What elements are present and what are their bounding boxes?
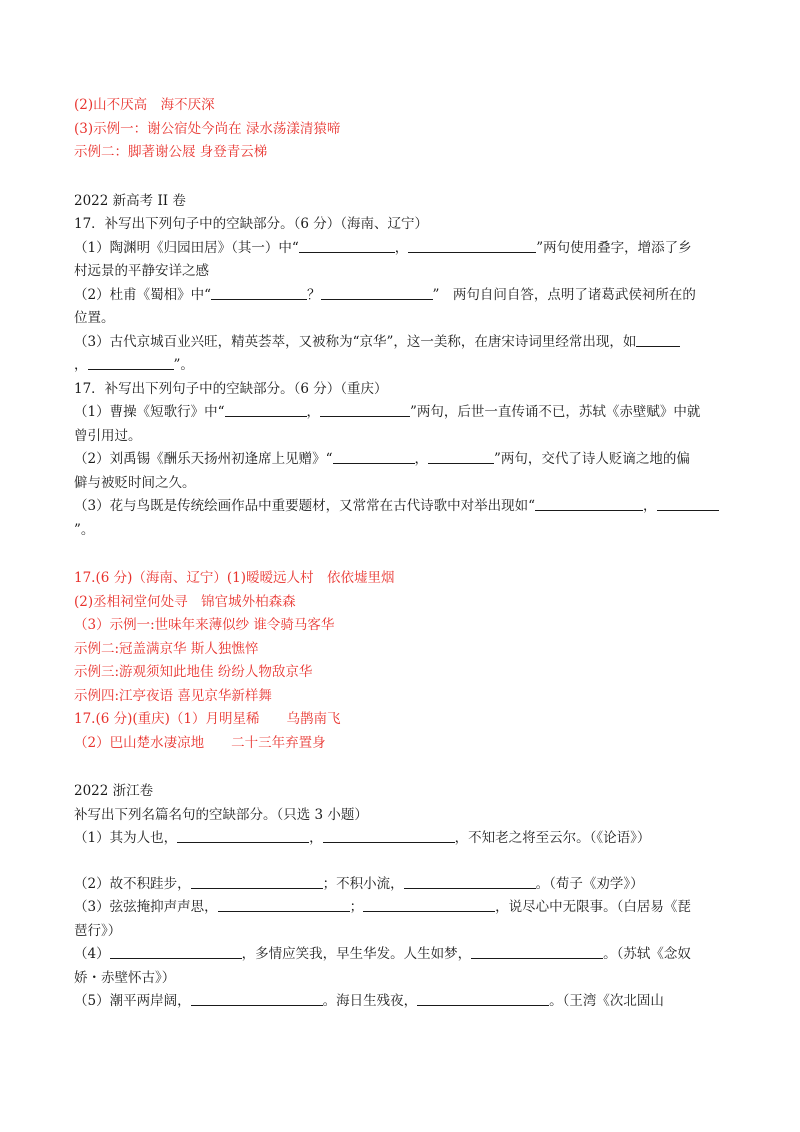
question-item-cont: 僻与被贬时间之久。 xyxy=(74,474,196,491)
answer-line: 示例三:游观须知此地佳 纷纷人物敌京华 xyxy=(74,664,313,680)
answer-blank[interactable] xyxy=(299,238,395,253)
answer-blank[interactable] xyxy=(417,991,549,1006)
question-item: （5）潮平两岸阔， 。海日生残夜， 。（王湾《次北固山 xyxy=(74,993,664,1009)
answer-blank[interactable] xyxy=(177,828,309,843)
answer-blank[interactable] xyxy=(408,238,536,253)
answer-line: 17.(6 分)（海南、辽宁）(1)暧暧远人村 依依墟里烟 xyxy=(74,570,395,586)
answer-blank[interactable] xyxy=(211,285,307,300)
question-item: （3）花与鸟既是传统绘画作品中重要题材，又常常在古代诗歌中对举出现如“ ， xyxy=(74,495,754,519)
answer-line: 示例四:江亭夜语 喜见京华新样舞 xyxy=(74,687,272,704)
question-item: （1）曹操《短歌行》中“ ， ”两句，后世一直传诵不已，苏轼《赤壁赋》中就 xyxy=(74,404,701,420)
question-title: 17．补写出下列句子中的空缺部分。（6 分）（海南、辽宁） xyxy=(74,216,429,232)
question-item-cont: 村远景的平静安详之感 xyxy=(74,263,209,279)
question-item-cont: 琶行》） xyxy=(74,922,122,939)
question-item-cont: ， ”。 xyxy=(74,357,194,373)
question-item: （3）古代京城百业兴旺，精英荟萃，又被称为“京华”，这一美称，在唐宋诗词里经常出现，如 xyxy=(74,331,754,355)
question-item-cont: ”。 xyxy=(74,521,95,538)
answer-line: （3）示例一:世味年来薄似纱 谁令骑马客华 xyxy=(74,617,335,633)
section-heading: 2022 新高考 II 卷 xyxy=(74,192,186,209)
question-item-cont: 位置。 xyxy=(74,310,115,326)
answer-line: (2)山不厌高 海不厌深 xyxy=(74,97,215,113)
question-item-cont: 娇・赤壁怀古》） xyxy=(74,969,176,986)
answer-blank[interactable] xyxy=(428,449,494,464)
answer-blank[interactable] xyxy=(333,449,415,464)
answer-line: （2）巴山楚水凄凉地 二十三年弃置身 xyxy=(74,734,326,751)
answer-blank[interactable] xyxy=(535,496,643,511)
question-item: （3）弦弦掩抑声声思， ； ，说尽心中无限事。（白居易《琵 xyxy=(74,899,691,915)
answer-blank[interactable] xyxy=(363,897,495,912)
answer-blank[interactable] xyxy=(320,402,410,417)
answer-line: 17.(6 分)(重庆)（1）月明星稀 乌鹊南飞 xyxy=(74,711,341,727)
answer-blank[interactable] xyxy=(404,874,536,889)
question-item: （2）杜甫《蜀相》中“ ？ ” 两句自问自答，点明了诸葛武侯祠所在的 xyxy=(74,286,696,303)
question-item: （1）其为人也， ， ，不知老之将至云尔。（《论语》） xyxy=(74,830,651,846)
answer-block xyxy=(74,567,754,755)
answer-blank[interactable] xyxy=(636,332,680,347)
answer-blank[interactable] xyxy=(218,897,350,912)
answer-blank[interactable] xyxy=(471,944,603,959)
answer-line: (2)丞相祠堂何处寻 锦官城外柏森森 xyxy=(74,593,296,610)
question-item: （2）故不积跬步， ；不积小流， 。（荀子《劝学》） xyxy=(74,875,644,892)
section-heading: 2022 浙江卷 xyxy=(74,783,154,799)
question-title: 17．补写出下列句子中的空缺部分。（6 分）（重庆） xyxy=(74,380,388,397)
question-item-cont: 曾引用过。 xyxy=(74,427,142,444)
answer-blank[interactable] xyxy=(88,355,174,370)
answer-line: 示例二：脚著谢公屐 身登青云梯 xyxy=(74,144,268,160)
answer-blank[interactable] xyxy=(657,496,719,511)
answer-blank[interactable] xyxy=(225,402,307,417)
answer-blank[interactable] xyxy=(110,944,242,959)
answer-blank[interactable] xyxy=(323,828,455,843)
document-page xyxy=(74,94,754,1014)
question-item: （4） ，多情应笑我，早生华发。人生如梦， 。（苏轼《念奴 xyxy=(74,946,691,962)
answer-blank[interactable] xyxy=(321,285,433,300)
answer-blank[interactable] xyxy=(191,874,323,889)
question-item: （1）陶渊明《归园田居》（其一）中“ ， ”两句使用叠字，增添了乡 xyxy=(74,239,692,256)
answer-line: 示例二:冠盖满京华 斯人独憔悴 xyxy=(74,640,259,657)
question-item: （2）刘禹锡《酬乐天扬州初逢席上见赠》“ ， ”两句，交代了诗人贬谪之地的偏 xyxy=(74,451,690,467)
answer-blank[interactable] xyxy=(191,991,323,1006)
question-instruction: 补写出下列名篇名句的空缺部分。（只选 3 小题） xyxy=(74,806,368,823)
answer-line: (3)示例一：谢公宿处今尚在 渌水荡漾清猿啼 xyxy=(74,120,341,137)
